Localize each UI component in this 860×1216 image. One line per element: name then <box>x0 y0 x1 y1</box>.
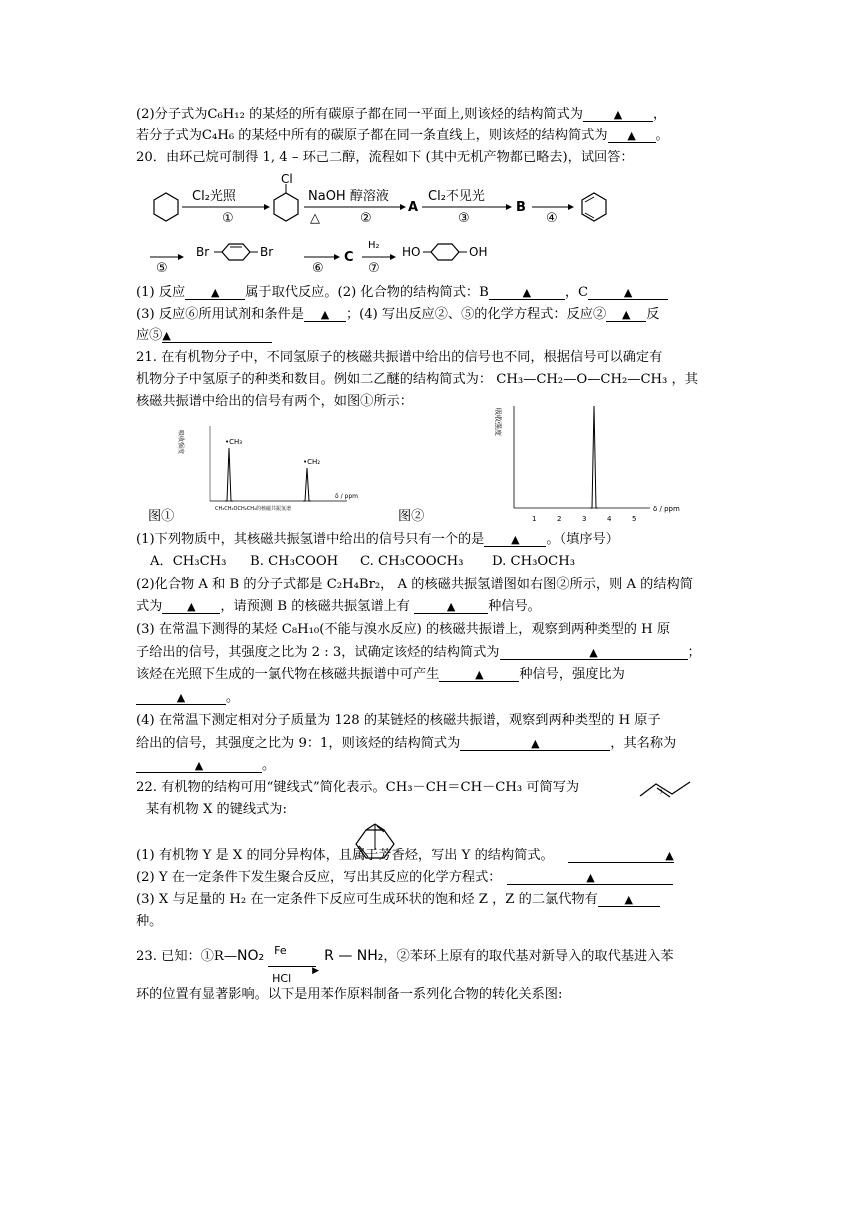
q21-line3: 核磁共振谱中给出的信号有两个，如图①所示： <box>136 394 413 409</box>
q21-line1: 21. 在有机物分子中，不同氢原子的核磁共振谱中给出的信号也不同，根据信号可以确定有 <box>136 350 663 365</box>
fig2-label: 图② <box>398 509 425 524</box>
answer-blank[interactable]: ▲ <box>489 284 565 300</box>
oh-label: OH <box>469 245 488 259</box>
q21-s3-line1: (3) 在常温下测得的某烃 C₈H₁₀(不能与溴水反应) 的核磁共振谱上，观察到两种类型的 H 原 <box>136 622 671 637</box>
q22-s3-cont: 种。 <box>136 914 163 929</box>
q23-line1: 23. 已知：①R—NO₂ Fe ▶ HCl R — NH₂，②苯环上原有的取代基对新导入的取代基进入苯 <box>136 947 674 966</box>
br-right: Br <box>260 245 274 259</box>
fig1-peak-ch3 <box>225 448 233 501</box>
br-left: Br <box>196 245 210 259</box>
q23-line2: 环的位置有显著影响。以下是用苯作原料制备一系列化合物的转化关系图: <box>136 987 563 1002</box>
fig2-ylabel: 吸收强度 <box>494 408 502 436</box>
q21-s3-line2: 子给出的信号，其强度之比为 2 : 3，试确定该烃的结构简式为 ▲ ； <box>136 645 701 660</box>
q20-q3-cont: 应⑤▲ <box>136 327 272 345</box>
q22-s2: (2) Y 在一定条件下发生聚合反应，写出其反应的化学方程式： ▲ <box>136 869 673 887</box>
answer-blank[interactable]: ▲ <box>606 306 646 322</box>
fig1-caption: CH₃CH₂OCH₂CH₃的核磁共振氢谱 <box>215 506 291 512</box>
fig1-ylabel: 吸收强度 <box>177 430 184 455</box>
q21-s1: (1)下列物质中，其核磁共振氢谱中给出的信号只有一个的是 ▲ 。（填序号） <box>136 532 619 547</box>
q23-hcl: HCl <box>272 972 292 985</box>
fig1-label: 图① <box>148 509 175 524</box>
compound-C: C <box>344 250 354 265</box>
q21-line2: 机物分子中氢原子的种类和数目。例如二乙醚的结构简式为： CH₃—CH₂—O—CH₂—CH₃ ，其 <box>136 372 698 387</box>
q21-options: A．CH₃CH₃ B. CH₃COOH C. CH₃COOCH₃ D. CH₃OCH₃ <box>150 554 576 569</box>
step-6: ⑥ <box>312 261 324 276</box>
fig1-peak2-label: •CH₂ <box>303 458 321 466</box>
q19-line2: 若分子式为C₄H₆ 的某烃中所有的碳原子都在同一条直线上，则该烃的结构简式为 ▲ 。 <box>136 128 669 143</box>
answer-blank[interactable]: ▲ <box>608 127 656 143</box>
q20-q1: (1) 反应 ▲ 属于取代反应。(2) 化合物的结构简式：B ▲ ，C ▲ <box>136 284 668 302</box>
chlorocyclohexane-ring <box>274 193 298 221</box>
answer-blank[interactable]: ▲ <box>484 531 546 547</box>
q22-s1: (1) 有机物 Y 是 X 的同分异构体，且属于芳香烃，写出 Y 的结构简式。 ▲ <box>136 848 674 863</box>
q21-s3-line3: 该烃在光照下生成的一氯代物在核磁共振谱中可产生 ▲ 种信号，强度比为 <box>136 667 625 682</box>
ho-label: HO <box>402 245 421 259</box>
q21-s4-line1: (4) 在常温下测定相对分子质量为 128 的某链烃的核磁共振谱，观察到两种类型的 H 原子 <box>136 713 661 728</box>
reagent-2: NaOH 醇溶液 <box>308 189 389 204</box>
fig2-tick-1: 1 <box>532 515 537 523</box>
q22-line1: 22. 有机物的结构可用“键线式”简化表示。CH₃－CH＝CH－CH₃ 可简写为 ， <box>136 780 673 795</box>
fig2-tick-4: 4 <box>607 515 612 523</box>
cyclohexane-ring <box>154 193 178 221</box>
diol-ring <box>431 244 459 260</box>
fig1-peak1-label: •CH₃ <box>225 438 243 446</box>
answer-blank[interactable]: ▲ <box>162 327 272 343</box>
reagent-7: H₂ <box>368 240 380 251</box>
fig2-peak <box>590 406 598 508</box>
q21-s4-line3: ▲ 。 <box>136 757 275 775</box>
q20-reaction-flow <box>136 172 756 282</box>
fig2-tick-3: 3 <box>582 515 587 523</box>
reagent-3: Cl₂不见光 <box>428 189 485 204</box>
q23-fe: Fe <box>274 944 287 957</box>
dibromo-ring <box>222 244 250 260</box>
answer-blank[interactable]: ▲ <box>304 306 346 322</box>
q22-s3: (3) X 与足量的 H₂ 在一定条件下反应可生成环状的饱和烃 Z ，Z 的二氯代物有 ▲ <box>136 891 660 909</box>
answer-blank[interactable]: ▲ <box>439 666 519 682</box>
answer-blank[interactable]: ▲ <box>136 757 262 773</box>
q21-s2-line1: (2)化合物 A 和 B 的分子式都是 C₂H₄Br₂， A 的核磁共振氢谱图如右图②所示，则 A 的结构简 <box>136 577 693 592</box>
answer-blank[interactable]: ▲ <box>162 598 220 614</box>
answer-blank[interactable]: ▲ <box>460 735 610 751</box>
q21-s2-line2: 式为 ▲ ，请预测 B 的核磁共振氢谱上有 ▲ 种信号。 <box>136 599 541 614</box>
q21-s4-line2: 给出的信号，其强度之比为 9：1，则该烃的结构简式为 ▲ ，其名称为 <box>136 736 677 751</box>
q22-line2: 某有机物 X 的键线式为: <box>146 802 287 817</box>
delta: △ <box>310 211 320 226</box>
fig2-tick-2: 2 <box>557 515 562 523</box>
step-5: ⑤ <box>156 261 168 276</box>
q20-q3: (3) 反应⑥所用试剂和条件是 ▲ ；(4) 写出反应②、⑤的化学方程式：反应② ▲ 反 <box>136 307 660 322</box>
answer-blank[interactable]: ▲ <box>583 106 653 122</box>
cl-label: Cl <box>281 172 293 186</box>
compound-A: A <box>408 200 419 215</box>
q21-s3-line4: ▲ 。 <box>136 689 239 707</box>
step-2: ② <box>360 211 372 226</box>
step-7: ⑦ <box>368 261 380 276</box>
compound-B: B <box>516 200 526 215</box>
q19-line1: (2)分子式为C₆H₁₂ 的某烃的所有碳原子都在同一平面上,则该烃的结构简式为 ▲ ， <box>136 107 667 122</box>
step-4: ④ <box>546 211 558 226</box>
answer-blank[interactable]: ▲ <box>568 847 674 863</box>
answer-blank[interactable]: ▲ <box>598 891 660 907</box>
step-3: ③ <box>458 211 470 226</box>
nmr-spectrum-2 <box>490 398 710 528</box>
answer-blank[interactable]: ▲ <box>507 869 673 885</box>
step-1: ① <box>222 211 234 226</box>
nmr-spectrum-1 <box>175 418 375 518</box>
butene-skeletal-formula <box>636 778 696 800</box>
answer-blank[interactable]: ▲ <box>500 644 688 660</box>
fig2-xunit: δ / ppm <box>653 505 680 513</box>
answer-blank[interactable]: ▲ <box>136 689 226 705</box>
answer-blank[interactable]: ▲ <box>185 284 245 300</box>
q20-intro: 20．由环己烷可制得 1, 4 – 环己二醇，流程如下 (其中无机产物都已略去)，试回答： <box>136 150 634 165</box>
fig2-tick-5: 5 <box>632 515 637 523</box>
reagent-1: Cl₂光照 <box>192 189 236 204</box>
fig1-xunit: δ / ppm <box>335 493 358 500</box>
answer-blank[interactable]: ▲ <box>414 598 488 614</box>
fig1-peak-ch2 <box>303 468 311 501</box>
answer-blank[interactable]: ▲ <box>588 284 668 300</box>
